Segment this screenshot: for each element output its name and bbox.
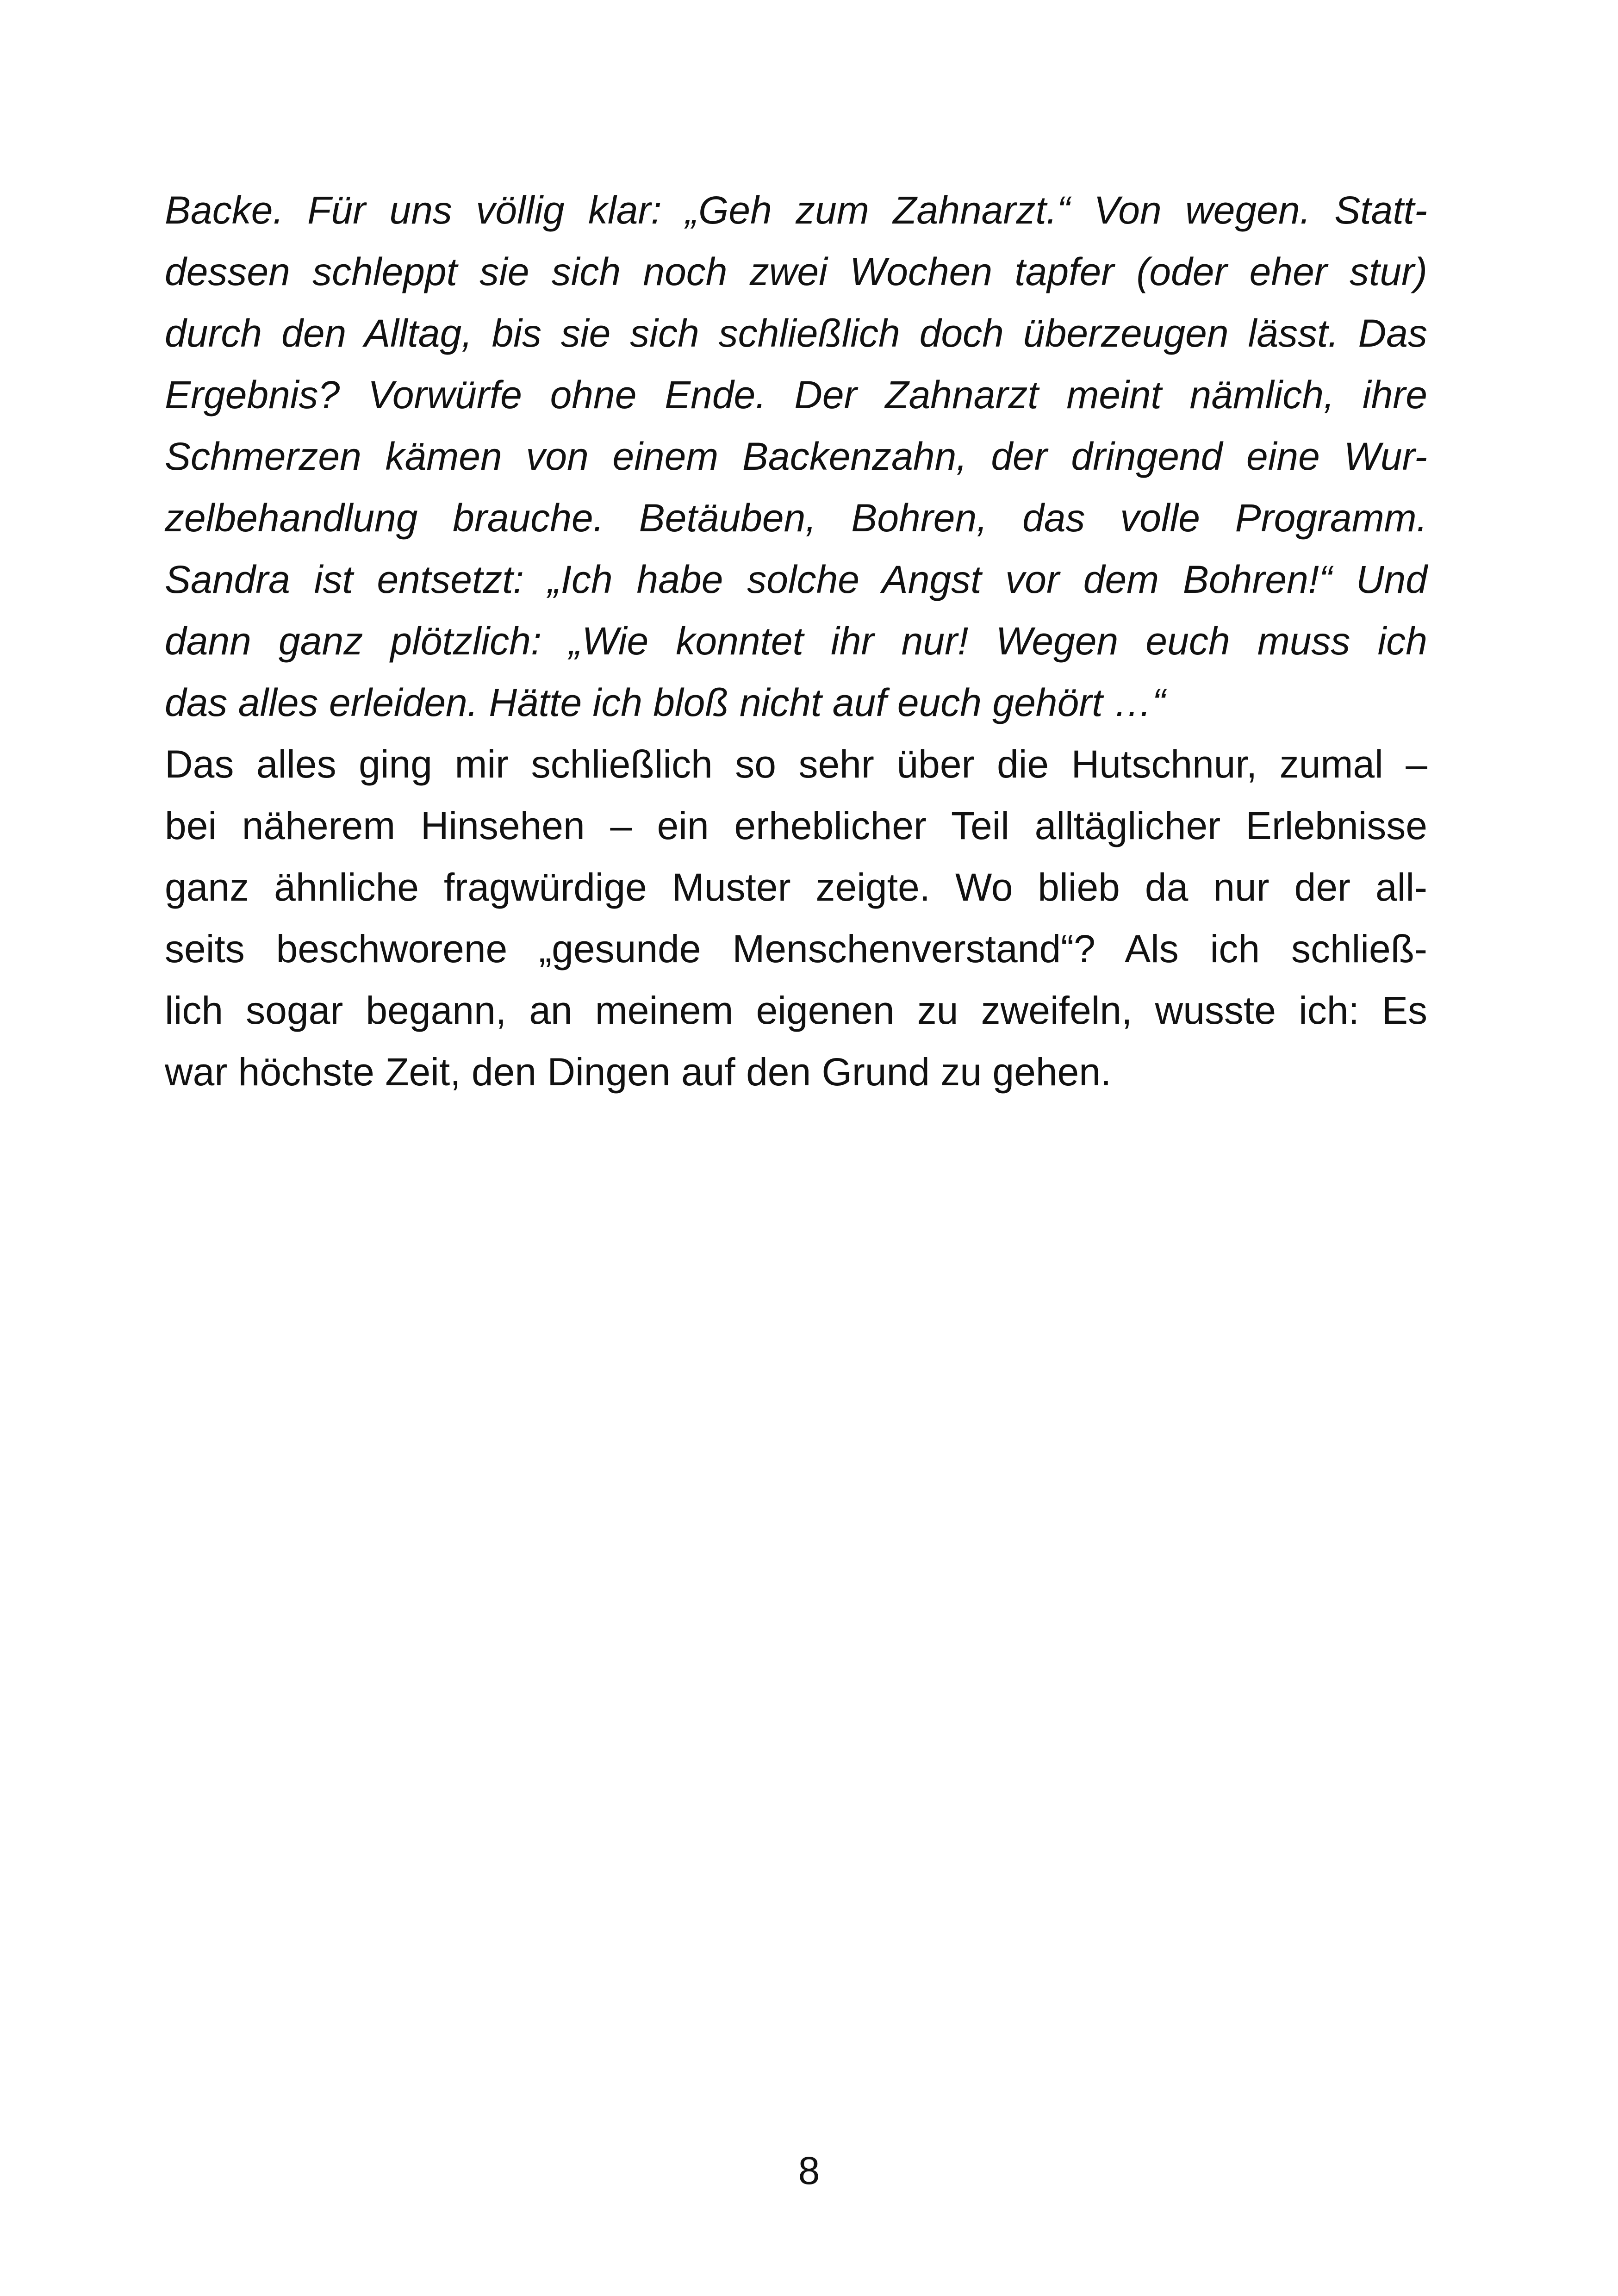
body-paragraph [165,734,1427,1103]
quote-paragraph [165,180,1427,734]
text-line: das alles erleiden. Hätte ich bloß nicht auf euch gehört …“ [165,681,1165,724]
text-line: durch den Alltag, bis sie sich schließlich doch überzeugen lässt. Das [165,311,1427,355]
text-line: ganz ähnliche fragwürdige Muster zeigte. Wo blieb da nur der all- [165,865,1427,909]
text-line: Schmerzen kämen von einem Backenzahn, der dringend eine Wur- [165,435,1427,478]
page-text [165,180,1427,1103]
page-number: 8 [798,2149,820,2192]
text-line: lich sogar begann, an meinem eigenen zu zweifeln, wusste ich: Es [165,989,1427,1032]
text-line: dessen schleppt sie sich noch zwei Wochen tapfer (oder eher stur) [165,250,1427,293]
text-line: zelbehandlung brauche. Betäuben, Bohren, das volle Programm. [165,496,1427,540]
text-line: war höchste Zeit, den Dingen auf den Grund zu gehen. [165,1050,1112,1094]
text-line: dann ganz plötzlich: „Wie konntet ihr nur! Wegen euch muss ich [165,619,1427,663]
text-line: seits beschworene „gesunde Menschenverstand“? Als ich schließ- [165,927,1427,971]
text-line: Backe. Für uns völlig klar: „Geh zum Zahnarzt.“ Von wegen. Statt- [165,188,1427,232]
text-line: bei näherem Hinsehen – ein erheblicher Teil alltäglicher Erlebnisse [165,804,1427,847]
text-line: Das alles ging mir schließlich so sehr über die Hutschnur, zumal – [165,742,1427,786]
text-line: Sandra ist entsetzt: „Ich habe solche Angst vor dem Bohren!“ Und [165,558,1427,601]
text-line: Ergebnis? Vorwürfe ohne Ende. Der Zahnarzt meint nämlich, ihre [165,373,1427,417]
